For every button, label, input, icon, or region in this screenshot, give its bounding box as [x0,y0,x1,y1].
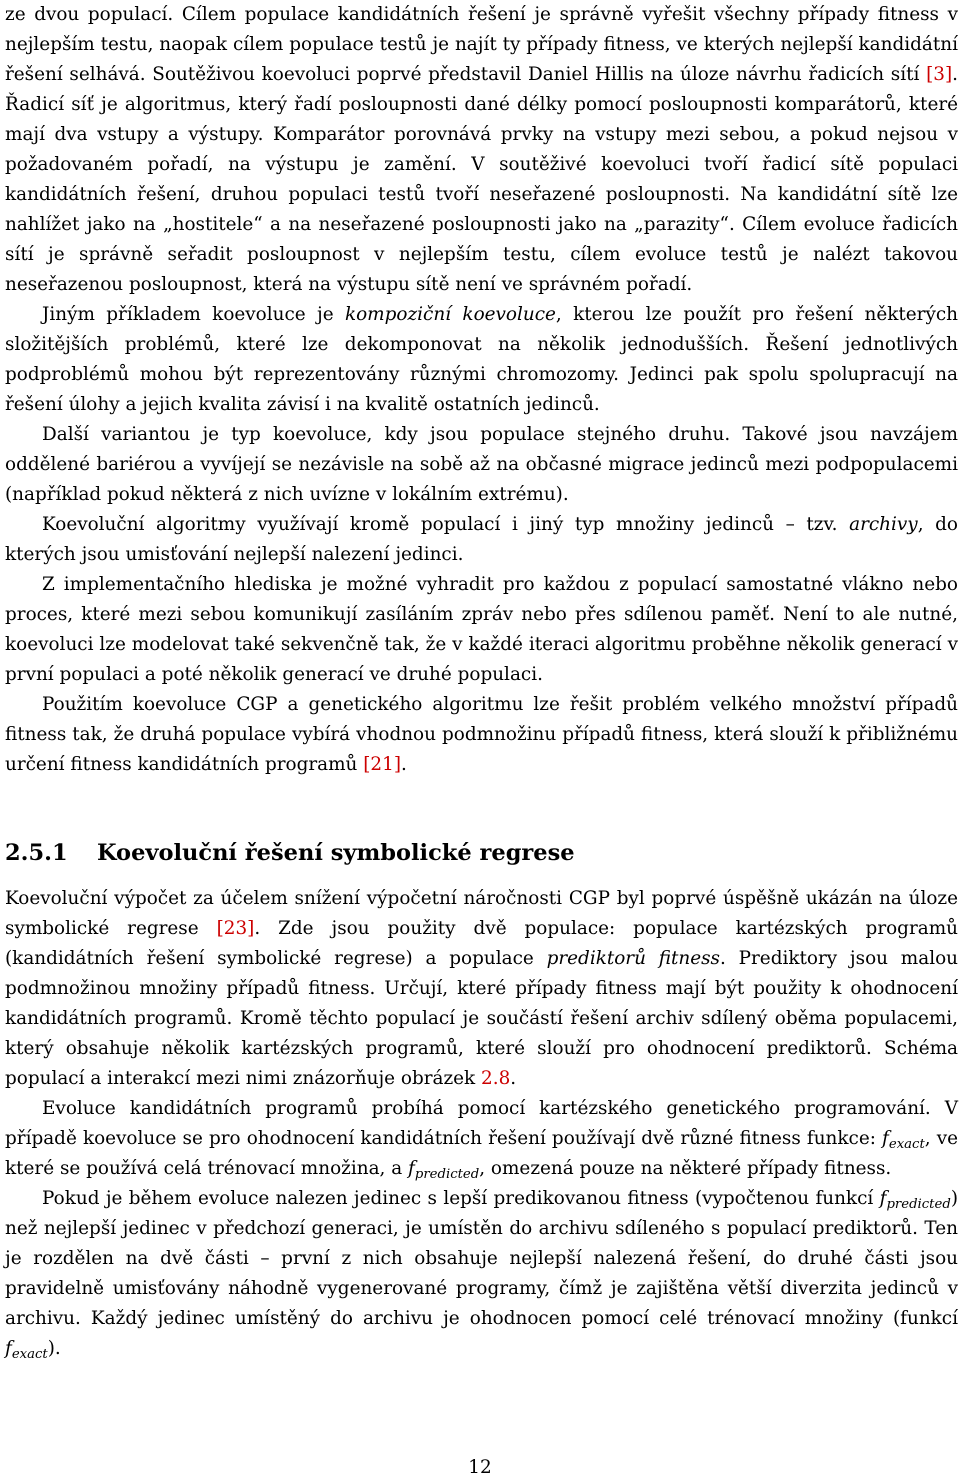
math-variable: f [882,1128,889,1149]
page-number: 12 [468,1457,492,1478]
text-run: Koevoluční algoritmy využívají kromě populací i jiný typ množiny jedinců – tzv. [42,514,850,535]
text-run: ) než nejlepší jedinec v předchozí generaci, je umístěn do archivu sdíleného s populací prediktorů. Ten je rozdělen na dvě části – první z nich obsahuje nejlepší nalezená řešení, do druhé části jsou pravidelně umisťovány náhodně vygenerované programy, čímž je zajištěna větší diverzita jedinců v archivu. Každý jedinec umístěný do archivu je ohodnocen pomocí celé trénovací množiny (funkcí [5,1188,958,1329]
text-run: Další variantou je typ koevoluce, kdy jsou populace stejného druhu. Takové jsou navzájem oddělené bariérou a vyvíjejí se nezávisle na sobě až na občasné migrace jedinců mezi podpopulacemi (například pokud některá z nich uvízne v lokálním extrému). [5,424,958,505]
paragraph-p6 [5,690,958,780]
text-run: ze dvou populací. Cílem populace kandidátních řešení je správně vyřešit všechny případy fitness v nejlepším testu, naopak cílem populace testů je najít ty případy fitness, ve kterých nejlepší kandidátní řešení selhává. Soutěživou koevoluci poprvé představil Daniel Hillis na úloze návrhu řadicích sítí [5,4,958,85]
math-subscript: predicted [886,1196,951,1212]
section-heading [5,836,955,870]
paragraph-p5 [5,570,958,690]
emphasis-text: prediktorů fitness [546,948,720,969]
text-run: Koevoluční výpočet za účelem snížení výpočetní náročnosti CGP byl poprvé úspěšně ukázán na úloze symbolické regrese [5,888,958,939]
text-run: . Řadicí síť je algoritmus, který řadí posloupnosti dané délky pomocí posloupnosti komparátorů, které mají dva vstupy a výstupy. Komparátor porovnává prvky na vstupy mezi sebou, a pokud nejsou v požadovaném pořadí, na výstupu je zamění. V soutěživé koevoluci tvoří řadicí sítě populaci kandidátních řešení, druhou populaci testů tvoří neseřazené posloupnosti. Na kandidátní sítě lze nahlížet jako na „hostitele“ a na neseřazené posloupnosti jako na „parazity“. Cílem evoluce řadicích sítí je správně seřadit posloupnost v nejlepším testu, cílem evoluce testů je nalézt takovou neseřazenou posloupnost, která na výstupu sítě není ve správném pořadí. [5,64,958,295]
paragraph-p3 [5,420,958,510]
section-title: Koevoluční řešení symbolické regrese [97,840,575,866]
reference-link[interactable]: [3] [926,64,953,85]
body-text-bottom [5,884,958,1364]
paragraph-p1 [5,0,958,300]
reference-link[interactable]: 2.8 [481,1068,511,1089]
paragraph-p2 [5,300,958,420]
section-number: 2.5.1 [5,840,68,866]
text-run: Evoluce kandidátních programů probíhá pomocí kartézského genetického programování. V případě koevoluce se pro ohodnocení kandidátních řešení používají dvě různé fitness funkce: [5,1098,958,1149]
math-variable: f [408,1158,415,1179]
text-run: , omezená pouze na některé případy fitness. [479,1158,892,1179]
reference-link[interactable]: [23] [216,918,255,939]
text-run: Použitím koevoluce CGP a genetického algoritmu lze řešit problém velkého množství případů fitness tak, že druhá populace vybírá vhodnou podmnožinu případů fitness, která slouží k přibližnému určení fitness kandidátních programů [5,694,958,775]
body-text-top [5,0,958,780]
paragraph-p8 [5,1094,958,1184]
text-run: , do kterých jsou umisťování nejlepší nalezení jedinci. [5,514,958,565]
text-run: Pokud je během evoluce nalezen jedinec s lepší predikovanou fitness (vypočtenou funkcí [42,1188,880,1209]
paragraph-p4 [5,510,958,570]
text-run: . Prediktory jsou malou podmnožinou množiny případů fitness. Určují, které případy fitness mají být použity k ohodnocení kandidátních programů. Kromě těchto populací je součástí řešení archiv sdílený oběma populacemi, který obsahuje několik kartézských programů, které slouží pro ohodnocení prediktorů. Schéma populací a interakcí mezi nimi znázorňuje obrázek [5,948,958,1089]
math-variable: f [879,1188,887,1209]
text-run: Z implementačního hlediska je možné vyhradit pro každou z populací samostatné vlákno nebo proces, které mezi sebou komunikují zasíláním zpráv nebo přes sdílenou paměť. Není to ale nutné, koevoluci lze modelovat také sekvenčně tak, že v každé iteraci algoritmu proběhne několik generací v první populaci a poté několik generací ve druhé populaci. [5,574,958,685]
text-run: . Zde jsou použity dvě populace: populace kartézských programů (kandidátních řešení symbolické regrese) a populace [5,918,958,969]
text-run: Jiným příkladem koevoluce je [42,304,345,325]
text-run: , ve které se používá celá trénovací množina, a [5,1128,959,1179]
math-subscript: exact [11,1346,48,1362]
math-subscript: predicted [414,1166,480,1182]
text-run: ). [47,1338,61,1359]
text-run: . [401,754,407,775]
text-run: , kterou lze použít pro řešení některých složitějších problémů, které lze dekomponovat na několik jednodušších. Řešení jednotlivých podproblémů mohou být reprezentovány různými chromozomy. Jedinci pak spolu spolupracují na řešení úlohy a jejich kvalita závisí i na kvalitě ostatních jedinců. [5,304,958,415]
text-run: . [510,1068,517,1089]
emphasis-text: archivy [849,514,918,535]
emphasis-text: kompoziční koevoluce [344,304,556,325]
math-subscript: exact [888,1136,925,1152]
paragraph-p7 [5,884,958,1094]
reference-link[interactable]: [21] [363,754,402,775]
paragraph-p9 [5,1184,958,1364]
math-variable: f [5,1338,12,1359]
